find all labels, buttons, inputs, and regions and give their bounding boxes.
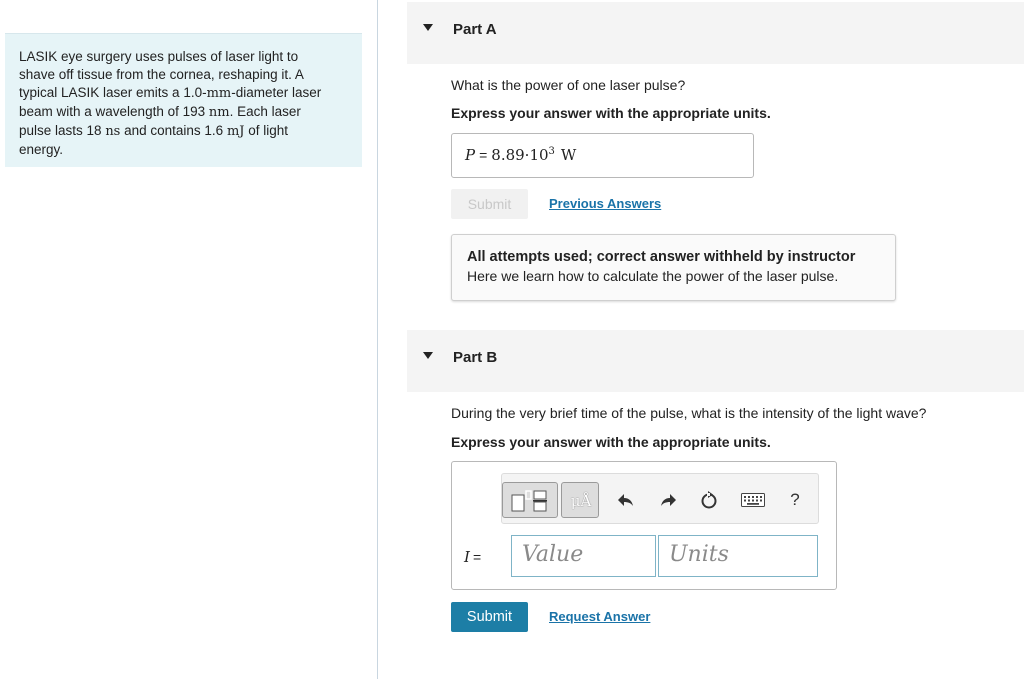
answer-exponent: 3 — [548, 146, 555, 157]
units-button[interactable] — [561, 482, 599, 518]
answer-unit: W — [560, 146, 577, 164]
units-button-label: μÅ — [570, 492, 592, 510]
problem-line: shave off tissue from the cornea, reshaping it. A — [19, 67, 304, 82]
undo-icon[interactable] — [612, 486, 640, 514]
help-icon[interactable]: ? — [790, 490, 800, 509]
collapse-triangle-icon[interactable] — [423, 24, 433, 31]
part-b-header[interactable] — [407, 330, 1024, 392]
part-a-header[interactable] — [407, 2, 1024, 64]
units-input[interactable]: Units — [658, 535, 818, 577]
part-b-title: Part B — [453, 349, 498, 366]
problem-line: pulse lasts 18 ns and contains 1.6 mJ of light — [19, 123, 289, 139]
redo-icon[interactable] — [654, 486, 682, 514]
equals-sign: = — [479, 147, 488, 163]
collapse-triangle-icon[interactable] — [423, 352, 433, 359]
problem-line: energy. — [19, 142, 64, 157]
part-b-instruction: Express your answer with the appropriate units. — [451, 434, 771, 450]
feedback-text: Here we learn how to calculate the power of the laser pulse. — [467, 268, 839, 284]
feedback-title: All attempts used; correct answer withheld by instructor — [467, 249, 856, 265]
feedback-box — [451, 234, 896, 301]
answer-value: 8.89·10 — [491, 146, 549, 164]
part-b-question: During the very brief time of the pulse, what is the intensity of the light wave? — [451, 405, 927, 421]
variable-label: I = — [464, 548, 482, 566]
request-answer-link[interactable]: Request Answer — [549, 609, 651, 624]
part-a-answer-display — [451, 133, 754, 178]
part-a-title: Part A — [453, 21, 497, 38]
value-input[interactable]: Value — [511, 535, 656, 577]
answer-editor — [451, 461, 837, 590]
problem-line: LASIK eye surgery uses pulses of laser light to — [19, 49, 299, 64]
problem-line: typical LASIK laser emits a 1.0-mm-diameter laser — [19, 85, 322, 101]
problem-line: beam with a wavelength of 193 nm. Each laser — [19, 104, 301, 120]
reset-icon[interactable] — [695, 486, 723, 514]
problem-pane — [0, 0, 378, 679]
problem-statement — [5, 33, 362, 167]
templates-button[interactable] — [502, 482, 558, 518]
templates-icon — [503, 483, 559, 519]
keyboard-icon[interactable] — [738, 486, 768, 514]
part-a-submit-button[interactable]: Submit — [451, 189, 528, 219]
part-b-submit-button[interactable]: Submit — [451, 602, 528, 632]
answer-variable: P — [465, 146, 476, 164]
part-a-question: What is the power of one laser pulse? — [451, 77, 686, 93]
math-toolbar — [501, 473, 819, 524]
part-a-instruction: Express your answer with the appropriate units. — [451, 105, 771, 121]
previous-answers-link[interactable]: Previous Answers — [549, 196, 662, 211]
